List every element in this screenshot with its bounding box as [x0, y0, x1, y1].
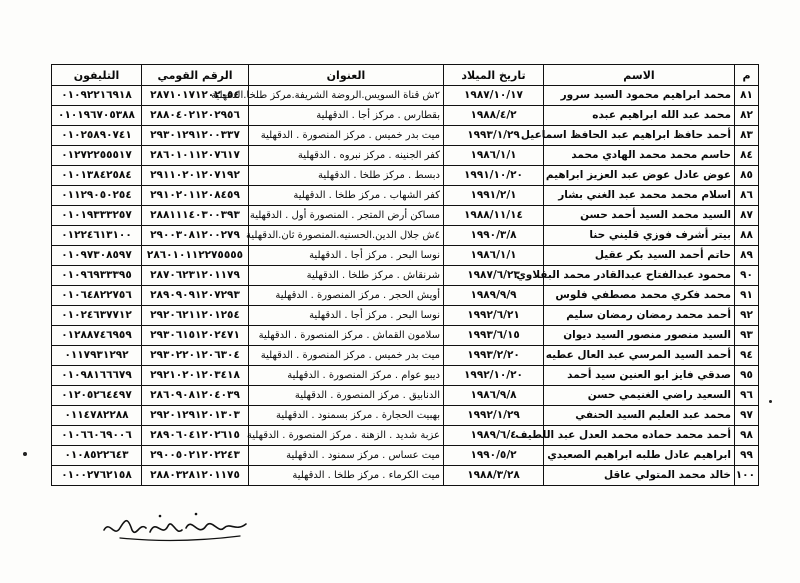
- row-number: ٨٨: [735, 226, 759, 246]
- address: نوسا البحر . مركز أجا . الدقهلية: [249, 306, 444, 326]
- phone-number: ٠١٠٦٦٠٦٩٠٠٦: [52, 426, 142, 446]
- table-row: [52, 186, 759, 206]
- phone-number: ٠١١٢٩٠٥٠٢٥٤: [52, 186, 142, 206]
- phone-number: ٠١٢٧٢٢٥٥٥١٧: [52, 146, 142, 166]
- header-name: الاسم: [544, 65, 735, 86]
- applicants-table: [51, 64, 759, 486]
- phone-number: ٠١٢٠٥٢٦٤٤٩٧: [52, 386, 142, 406]
- address: بهبيت الحجارة . مركز بسمنود . الدقهلية: [249, 406, 444, 426]
- national-id: ٢٩١١٠٢٠١٢٠٧١٩٢: [142, 166, 249, 186]
- national-id: ٢٩١٠٢٠١١٢٠٨٤٥٩: [142, 186, 249, 206]
- table-header-row: [52, 65, 759, 86]
- national-id: ٢٩٢٠٦٢١١٢٠١٢٥٤: [142, 306, 249, 326]
- row-number: ٩٩: [735, 446, 759, 466]
- table-row: [52, 446, 759, 466]
- header-national-id: الرقم القومي: [142, 65, 249, 86]
- address: ميت عساس . مركز سمنود . الدقهلية: [249, 446, 444, 466]
- address: سلامون القماش . مركز المنصورة . الدقهلية: [249, 326, 444, 346]
- header-address: العنوان: [249, 65, 444, 86]
- applicant-name: صدقي فايز ابو العنين سيد أحمد: [544, 366, 735, 386]
- header-num: م: [735, 65, 759, 86]
- birth-date: ١٩٨٦/١/١: [444, 246, 544, 266]
- table-row: [52, 246, 759, 266]
- birth-date: ١٩٩٢/٦/٢١: [444, 306, 544, 326]
- national-id: ٢٩٢١٠٢٠١٢٠٣٤١٨: [142, 366, 249, 386]
- row-number: ٨٤: [735, 146, 759, 166]
- national-id: ٢٩٣٠٦١٥١٢٠٢٤٧١: [142, 326, 249, 346]
- birth-date: ١٩٩٣/١/٢٩: [444, 126, 544, 146]
- national-id: ٢٩٠٠٥٠٢١٢٠٢٢٤٣: [142, 446, 249, 466]
- birth-date: ١٩٩٢/١/٢٩: [444, 406, 544, 426]
- national-id: ٢٨٨١١١٤٠٣٠٠٣٩٣: [142, 206, 249, 226]
- applicant-name: أحمد السيد المرسي عبد العال عطيه: [544, 346, 735, 366]
- table-row: [52, 306, 759, 326]
- phone-number: ٠١٢٢٤٦١٣١٠٠: [52, 226, 142, 246]
- phone-number: ٠١٠٦٤٨٢٢٧٥٦: [52, 286, 142, 306]
- applicant-name: السيد منصور منصور السيد ديوان: [544, 326, 735, 346]
- address: ميت بدر خميس . مركز المنصورة . الدقهلية: [249, 126, 444, 146]
- applicant-name: محمود عبدالفتاح عبدالقادر محمد البقلاوي: [544, 266, 735, 286]
- national-id: ٢٩٢٠١٢٩١٢٠١٣٠٣: [142, 406, 249, 426]
- address: أويش الحجر . مركز المنصورة . الدقهلية: [249, 286, 444, 306]
- birth-date: ١٩٩١/٢/١: [444, 186, 544, 206]
- header-phone: التليفون: [52, 65, 142, 86]
- applicant-name: ابراهيم عادل طلبه ابراهيم الصعيدي: [544, 446, 735, 466]
- national-id: ٢٨٩٠٦٠٤١٢٠٢٦١٥: [142, 426, 249, 446]
- table-row: [52, 226, 759, 246]
- table-row: [52, 126, 759, 146]
- applicant-name: محمد فكري محمد مصطفي فلوس: [544, 286, 735, 306]
- birth-date: ١٩٨٦/١/١: [444, 146, 544, 166]
- applicant-name: اسلام محمد محمد عبد الغني بشار: [544, 186, 735, 206]
- birth-date: ١٩٨٩/٩/٩: [444, 286, 544, 306]
- national-id: ٢٨٨٠٤٠٢١٢٠٢٩٥٦: [142, 106, 249, 126]
- handwritten-signature: [100, 508, 250, 546]
- row-number: ٩٣: [735, 326, 759, 346]
- row-number: ٨٩: [735, 246, 759, 266]
- phone-number: ٠١٠٢٥٨٩٠٧٤١: [52, 126, 142, 146]
- national-id: ٢٩٣٠٢٢٠١٢٠٦٣٠٤: [142, 346, 249, 366]
- national-id: ٢٨٦٠١٠١١٢٢٧٥٥٥٥: [142, 246, 249, 266]
- table-row: [52, 426, 759, 446]
- birth-date: ١٩٨٦/٩/٨: [444, 386, 544, 406]
- applicant-name: محمد عبد الله ابراهيم عبده: [544, 106, 735, 126]
- birth-date: ١٩٩٠/٣/٨: [444, 226, 544, 246]
- phone-number: ٠١٠٢٤٦٣٧٧١٢: [52, 306, 142, 326]
- applicant-name: بيتر أشرف فوزي قليني حنا: [544, 226, 735, 246]
- applicant-name: السيد محمد السيد أحمد حسن: [544, 206, 735, 226]
- address: عزبة شديد . الزهنة . مركز المنصورة . الدقهلية: [249, 426, 444, 446]
- national-id: ٢٨٧١٠١٧١٢٠٢٠٥٤: [142, 86, 249, 106]
- phone-number: ٠١٠٩٧٣٠٨٥٩٧: [52, 246, 142, 266]
- national-id: ٢٨٦٠١٠١١٢٠٧٦١٧: [142, 146, 249, 166]
- row-number: ٨٥: [735, 166, 759, 186]
- address: الدنابيق . مركز المنصورة . الدقهلية: [249, 386, 444, 406]
- table-row: [52, 106, 759, 126]
- national-id: ٢٨٩٠٩٠٩١٢٠٧٢٩٣: [142, 286, 249, 306]
- phone-number: ٠١١٤٧٨٢٢٨٨: [52, 406, 142, 426]
- row-number: ٩١: [735, 286, 759, 306]
- row-number: ٩٢: [735, 306, 759, 326]
- address: مساكن أرض المتجر . المنصورة أول . الدقهلية: [249, 206, 444, 226]
- phone-number: ٠١٠٩٢٢١٦٩١٨: [52, 86, 142, 106]
- phone-number: ٠١٠١٣٨٤٢٥٨٤: [52, 166, 142, 186]
- address: ميت بدر خميس . مركز المنصورة . الدقهلية: [249, 346, 444, 366]
- address: بقطارس . مركز أجا . الدقهلية: [249, 106, 444, 126]
- row-number: ٨٦: [735, 186, 759, 206]
- birth-date: ١٩٨٨/٣/٢٨: [444, 466, 544, 486]
- row-number: ٨٢: [735, 106, 759, 126]
- row-number: ٩٠: [735, 266, 759, 286]
- address: كفر الجنينه . مركز نبروه . الدقهلية: [249, 146, 444, 166]
- phone-number: ٠١٠٨٥٢٢٦٤٣: [52, 446, 142, 466]
- table-row: [52, 286, 759, 306]
- table-row: [52, 406, 759, 426]
- applicant-name: أحمد محمد رمضان رمضان سليم: [544, 306, 735, 326]
- birth-date: ١٩٩٠/٥/٢: [444, 446, 544, 466]
- row-number: ١٠٠: [735, 466, 759, 486]
- address: ٢ش قناة السويس.الروضة الشريفة.مركز طلخا.الدقهلية: [249, 86, 444, 106]
- row-number: ٨٧: [735, 206, 759, 226]
- address: ديبو عوام . مركز المنصورة . الدقهلية: [249, 366, 444, 386]
- applicant-name: عوض عادل عوض عبد العزيز ابراهيم: [544, 166, 735, 186]
- phone-number: ٠١٠٩٦٩٣٣٣٩٥: [52, 266, 142, 286]
- phone-number: ٠١٠٠٢٧٦٢١٥٨: [52, 466, 142, 486]
- applicant-name: خالد محمد المتولي عاقل: [544, 466, 735, 486]
- address: دبسط . مركز طلخا . الدقهلية: [249, 166, 444, 186]
- row-number: ٩٨: [735, 426, 759, 446]
- national-id: ٢٩٠٠٣٠٨١٢٠٠٢٧٩: [142, 226, 249, 246]
- birth-date: ١٩٨٨/١١/١٤: [444, 206, 544, 226]
- row-number: ٨١: [735, 86, 759, 106]
- scan-speck: [769, 400, 772, 403]
- applicant-name: أحمد حافظ ابراهيم عبد الحافظ اسماعيل: [544, 126, 735, 146]
- national-id: ٢٨٦٠٩٠٨١٢٠٤٠٣٩: [142, 386, 249, 406]
- phone-number: ٠١١٧٩٣١٢٩٢: [52, 346, 142, 366]
- address: ميت الكرماء . مركز طلخا . الدقهلية: [249, 466, 444, 486]
- birth-date: ١٩٨٩/٦/٤: [444, 426, 544, 446]
- birth-date: ١٩٨٨/٤/٢: [444, 106, 544, 126]
- address: شرنقاش . مركز طلخا . الدقهلية: [249, 266, 444, 286]
- scan-speck: [23, 452, 27, 456]
- address: نوسا البحر . مركز أجا . الدقهلية: [249, 246, 444, 266]
- table-row: [52, 266, 759, 286]
- table-row: [52, 326, 759, 346]
- row-number: ٨٣: [735, 126, 759, 146]
- table-row: [52, 166, 759, 186]
- row-number: ٩٤: [735, 346, 759, 366]
- phone-number: ٠١٠١٩٣٣٣٢٥٧: [52, 206, 142, 226]
- applicant-name: أحمد محمد حماده محمد العدل عبد اللطيف: [544, 426, 735, 446]
- birth-date: ١٩٩٣/٢/٢٠: [444, 346, 544, 366]
- national-id: ٢٨٧٠٦٢٣١٢٠١١٧٩: [142, 266, 249, 286]
- table-row: [52, 206, 759, 226]
- phone-number: ٠١٢٨٨٧٤٦٩٥٩: [52, 326, 142, 346]
- address: كفر الشهاب . مركز طلخا . الدقهلية: [249, 186, 444, 206]
- national-id: ٢٨٨٠٣٢٨١٢٠١١٧٥: [142, 466, 249, 486]
- birth-date: ١٩٨٧/١٠/١٧: [444, 86, 544, 106]
- birth-date: ١٩٩٣/٦/١٥: [444, 326, 544, 346]
- table-row: [52, 366, 759, 386]
- table-row: [52, 86, 759, 106]
- phone-number: ٠١٠٩٨١٦٦٦٧٩: [52, 366, 142, 386]
- applicant-name: محمد ابراهيم محمود السيد سرور: [544, 86, 735, 106]
- row-number: ٩٧: [735, 406, 759, 426]
- phone-number: ٠١٠١٩٦٧٠٥٣٨٨: [52, 106, 142, 126]
- birth-date: ١٩٩٢/١٠/٢٠: [444, 366, 544, 386]
- applicant-name: السعيد راضي الغنيمي حسن: [544, 386, 735, 406]
- applicant-name: حاسم محمد محمد الهادي محمد: [544, 146, 735, 166]
- table-row: [52, 346, 759, 366]
- table-row: [52, 386, 759, 406]
- table-row: [52, 466, 759, 486]
- row-number: ٩٦: [735, 386, 759, 406]
- row-number: ٩٥: [735, 366, 759, 386]
- applicant-name: محمد عبد العليم السيد الحنفي: [544, 406, 735, 426]
- table-row: [52, 146, 759, 166]
- applicant-name: حاتم أحمد السيد بكر عقيل: [544, 246, 735, 266]
- birth-date: ١٩٨٧/٦/٢٣: [444, 266, 544, 286]
- address: ٤ش جلال الدين.الحسنيه.المنصورة ثان.الدقهلية: [249, 226, 444, 246]
- national-id: ٢٩٣٠١٢٩١٢٠٠٣٣٧: [142, 126, 249, 146]
- header-dob: تاريخ الميلاد: [444, 65, 544, 86]
- birth-date: ١٩٩١/١٠/٢٠: [444, 166, 544, 186]
